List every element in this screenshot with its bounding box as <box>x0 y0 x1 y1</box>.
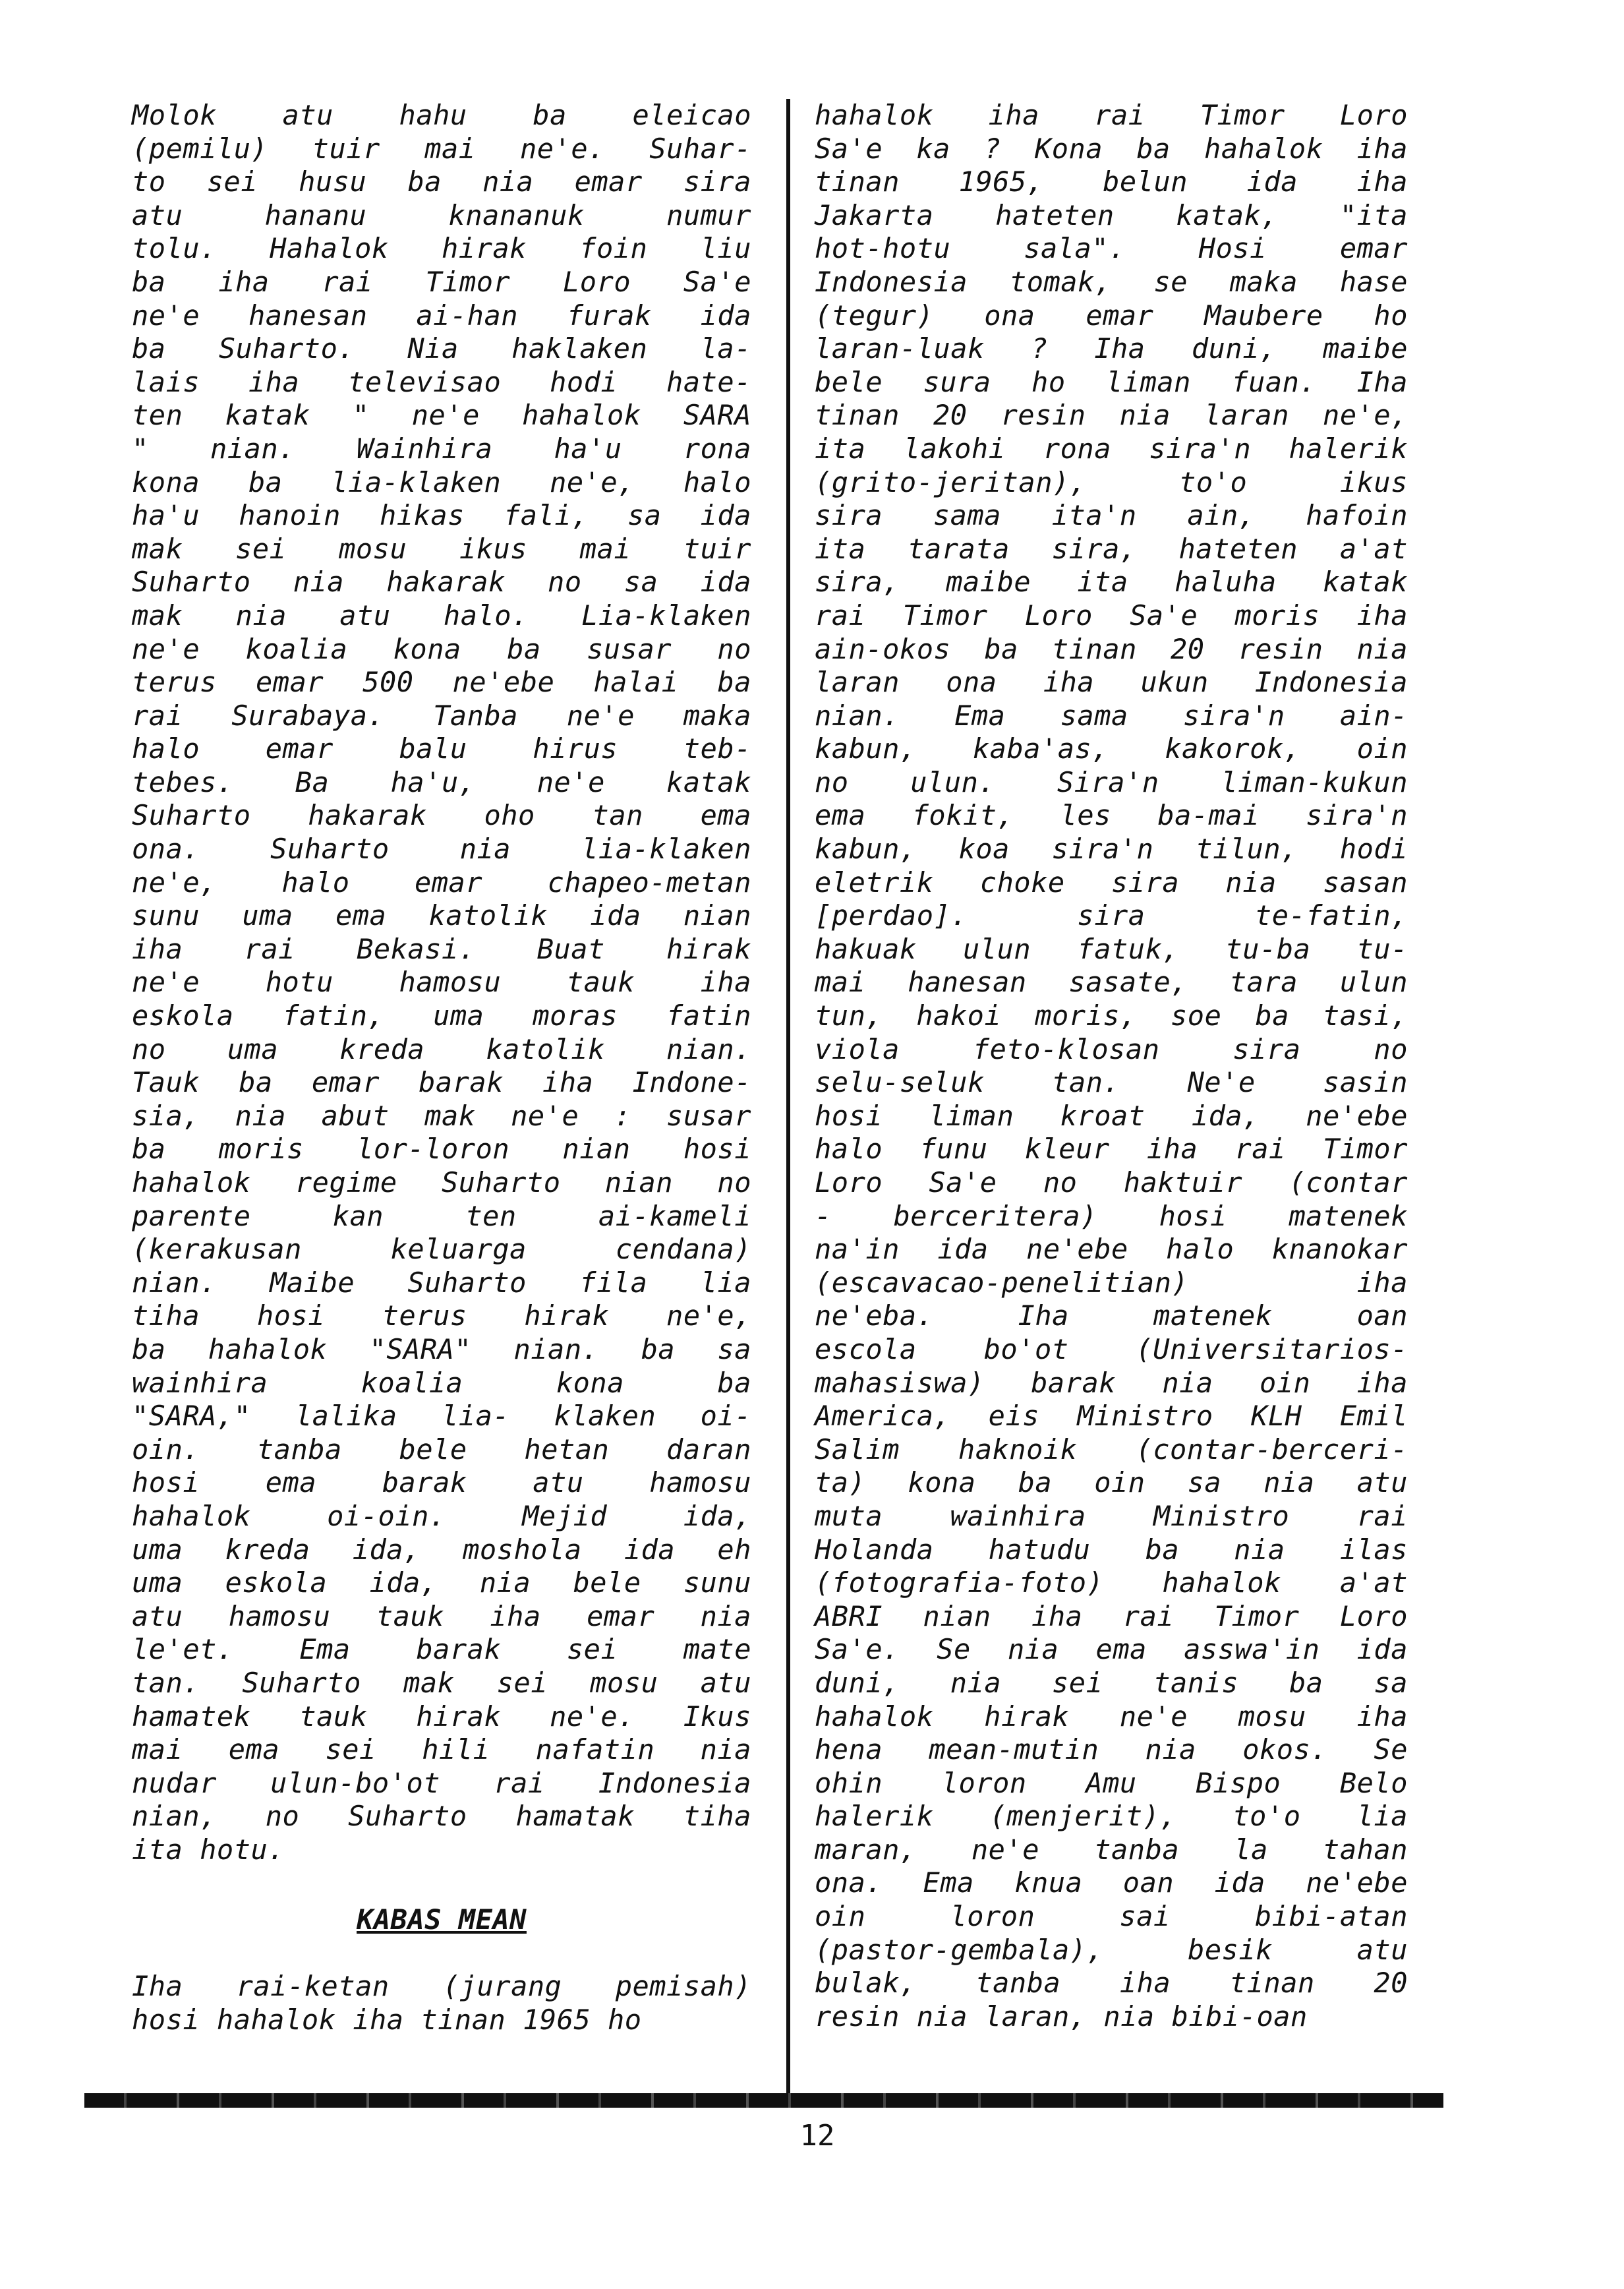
text-line: (grito-jeritan), to'o ikus <box>815 465 1408 498</box>
left-column-text-bottom <box>132 1970 751 2036</box>
text-line: ita lakohi rona sira'n halerik <box>815 432 1408 465</box>
text-line: lais iha televisao hodi hate- <box>132 365 751 398</box>
text-line: ba hahalok "SARA" nian. ba sa <box>132 1332 751 1365</box>
text-line: Sa'e ka ? Kona ba hahalok iha <box>815 132 1408 165</box>
text-line: [perdao]. sira te-fatin, <box>815 899 1408 932</box>
text-line: halerik (menjerit), to'o lia <box>815 1800 1408 1833</box>
text-line: mak nia atu halo. Lia-klaken <box>132 599 751 632</box>
text-line: ne'e koalia kona ba susar no <box>132 632 751 665</box>
text-line: (pemilu) tuir mai ne'e. Suhar- <box>132 132 751 165</box>
text-line: duni, nia sei tanis ba sa <box>815 1666 1408 1699</box>
text-line: hosi hahalok iha tinan 1965 ho <box>132 2003 642 2036</box>
text-line: hamatek tauk hirak ne'e. Ikus <box>132 1700 751 1733</box>
left-column-text <box>132 99 751 1866</box>
text-line: ema fokit, les ba-mai sira'n <box>815 799 1408 832</box>
text-line: viola feto-klosan sira no <box>815 1032 1408 1065</box>
text-line: ten katak " ne'e hahalok SARA <box>132 399 751 432</box>
text-line: Tauk ba emar barak iha Indone- <box>132 1066 751 1099</box>
text-line: tolu. Hahalok hirak foin liu <box>132 232 751 265</box>
text-line: parente kan ten ai-kameli <box>132 1199 751 1232</box>
section-heading: KABAS MEAN <box>357 1903 527 1936</box>
text-line: na'in ida ne'ebe halo knanokar <box>815 1233 1408 1266</box>
text-line: tiha hosi terus hirak ne'e, <box>132 1299 751 1332</box>
text-line: tinan 20 resin nia laran ne'e, <box>815 399 1408 432</box>
text-line: bulak, tanba iha tinan 20 <box>815 1967 1408 2000</box>
text-line: atu hananu knananuk numur <box>132 198 751 231</box>
text-line: sira, maibe ita haluha katak <box>815 566 1408 599</box>
text-line: selu-seluk tan. Ne'e sasin <box>815 1066 1408 1099</box>
text-line: ba iha rai Timor Loro Sa'e <box>132 265 751 298</box>
text-line: rai Timor Loro Sa'e moris iha <box>815 599 1408 632</box>
text-line: nian. Ema sama sira'n ain- <box>815 699 1408 732</box>
text-line: nudar ulun-bo'ot rai Indonesia <box>132 1766 751 1799</box>
text-line: bele sura ho liman fuan. Iha <box>815 365 1408 398</box>
text-line: wainhira koalia kona ba <box>132 1366 751 1399</box>
text-line: eletrik choke sira nia sasan <box>815 866 1408 899</box>
text-line: maran, ne'e tanba la tahan <box>815 1833 1408 1866</box>
text-line: uma eskola ida, nia bele sunu <box>132 1566 751 1599</box>
text-line: hena mean-mutin nia okos. Se <box>815 1733 1408 1766</box>
text-line: ba moris lor-loron nian hosi <box>132 1133 751 1166</box>
right-column <box>815 99 1408 2033</box>
text-line: ne'eba. Iha matenek oan <box>815 1299 1408 1332</box>
text-line: - berceritera) hosi matenek <box>815 1199 1408 1232</box>
text-line: Iha rai-ketan (jurang pemisah) <box>132 1970 751 2003</box>
text-line: (fotografia-foto) hahalok a'at <box>815 1566 1408 1599</box>
page-number: 12 <box>799 2119 835 2153</box>
text-line: Salim haknoik (contar-berceri- <box>815 1433 1408 1466</box>
text-line: muta wainhira Ministro rai <box>815 1499 1408 1532</box>
text-line: ita tarata sira, hateten a'at <box>815 532 1408 565</box>
text-line: laran-luak ? Iha duni, maibe <box>815 332 1408 365</box>
text-line: to sei husu ba nia emar sira <box>132 165 751 198</box>
text-line: Loro Sa'e no haktuir (contar <box>815 1166 1408 1199</box>
text-line: Jakarta hateten katak, "ita <box>815 198 1408 231</box>
text-line: "SARA," lalika lia- klaken oi- <box>132 1400 751 1433</box>
right-column-text <box>815 99 1408 2033</box>
text-line: ohin loron Amu Bispo Belo <box>815 1766 1408 1799</box>
text-line: America, eis Ministro KLH Emil <box>815 1400 1408 1433</box>
text-line: tebes. Ba ha'u, ne'e katak <box>132 765 751 798</box>
text-line: le'et. Ema barak sei mate <box>132 1633 751 1666</box>
text-line: Indonesia tomak, se maka hase <box>815 265 1408 298</box>
text-line: tinan 1965, belun ida iha <box>815 165 1408 198</box>
text-line: hahalok iha rai Timor Loro <box>815 99 1408 131</box>
text-line: iha rai Bekasi. Buat hirak <box>132 932 751 965</box>
text-line: resin nia laran, nia bibi-oan <box>815 2000 1308 2033</box>
text-line: no ulun. Sira'n liman-kukun <box>815 765 1408 798</box>
text-line: mai hanesan sasate, tara ulun <box>815 966 1408 999</box>
text-line: halo funu kleur iha rai Timor <box>815 1133 1408 1166</box>
text-line: escola bo'ot (Universitarios- <box>815 1332 1408 1365</box>
text-line: Molok atu hahu ba eleicao <box>132 99 751 131</box>
text-line: mai ema sei hili nafatin nia <box>132 1733 751 1766</box>
text-line: no uma kreda katolik nian. <box>132 1032 751 1065</box>
text-line: rai Surabaya. Tanba ne'e maka <box>132 699 751 732</box>
text-line: sia, nia abut mak ne'e : susar <box>132 1099 751 1132</box>
text-line: ne'e hotu hamosu tauk iha <box>132 966 751 999</box>
text-line: eskola fatin, uma moras fatin <box>132 999 751 1032</box>
text-line: laran ona iha ukun Indonesia <box>815 666 1408 699</box>
text-line: ba Suharto. Nia haklaken la- <box>132 332 751 365</box>
text-line: ne'e hanesan ai-han furak ida <box>132 299 751 332</box>
text-line: oin. tanba bele hetan daran <box>132 1433 751 1466</box>
text-line: ta) kona ba oin sa nia atu <box>815 1466 1408 1499</box>
column-divider <box>786 99 790 2093</box>
text-line: (escavacao-penelitian) iha <box>815 1266 1408 1299</box>
text-line: tun, hakoi moris, soe ba tasi, <box>815 999 1408 1032</box>
text-line: hakuak ulun fatuk, tu-ba tu- <box>815 932 1408 965</box>
text-line: kona ba lia-klaken ne'e, halo <box>132 465 751 498</box>
text-line: ha'u hanoin hikas fali, sa ida <box>132 499 751 532</box>
text-line: ABRI nian iha rai Timor Loro <box>815 1599 1408 1632</box>
text-line: Sa'e. Se nia ema asswa'in ida <box>815 1633 1408 1666</box>
text-line: (kerakusan keluarga cendana) <box>132 1233 751 1266</box>
text-line: sunu uma ema katolik ida nian <box>132 899 751 932</box>
text-line: hosi liman kroat ida, ne'ebe <box>815 1099 1408 1132</box>
text-line: ona. Suharto nia lia-klaken <box>132 833 751 866</box>
text-line: tan. Suharto mak sei mosu atu <box>132 1666 751 1699</box>
text-line: ona. Ema knua oan ida ne'ebe <box>815 1866 1408 1899</box>
text-line: (tegur) ona emar Maubere ho <box>815 299 1408 332</box>
text-line: kabun, kaba'as, kakorok, oin <box>815 732 1408 765</box>
text-line: ain-okos ba tinan 20 resin nia <box>815 632 1408 665</box>
text-line: hahalok hirak ne'e mosu iha <box>815 1700 1408 1733</box>
text-line: nian, no Suharto hamatak tiha <box>132 1800 751 1833</box>
text-line: ita hotu. <box>132 1833 285 1866</box>
text-line: mak sei mosu ikus mai tuir <box>132 532 751 565</box>
text-line: Suharto nia hakarak no sa ida <box>132 566 751 599</box>
text-line: kabun, koa sira'n tilun, hodi <box>815 833 1408 866</box>
text-line: halo emar balu hirus teb- <box>132 732 751 765</box>
text-line: atu hamosu tauk iha emar nia <box>132 1599 751 1632</box>
text-line: mahasiswa) barak nia oin iha <box>815 1366 1408 1399</box>
text-line: hot-hotu sala". Hosi emar <box>815 232 1408 265</box>
text-line: terus emar 500 ne'ebe halai ba <box>132 666 751 699</box>
text-line: uma kreda ida, moshola ida eh <box>132 1533 751 1566</box>
text-line: hahalok oi-oin. Mejid ida, <box>132 1499 751 1532</box>
text-line: " nian. Wainhira ha'u rona <box>132 432 751 465</box>
text-line: oin loron sai bibi-atan <box>815 1900 1408 1933</box>
footer-rule <box>84 2093 1443 2108</box>
text-line: Holanda hatudu ba nia ilas <box>815 1533 1408 1566</box>
text-line: Suharto hakarak oho tan ema <box>132 799 751 832</box>
text-line: hahalok regime Suharto nian no <box>132 1166 751 1199</box>
left-column <box>132 99 751 2036</box>
text-line: sira sama ita'n ain, hafoin <box>815 499 1408 532</box>
text-line: hosi ema barak atu hamosu <box>132 1466 751 1499</box>
text-line: ne'e, halo emar chapeo-metan <box>132 866 751 899</box>
text-line: nian. Maibe Suharto fila lia <box>132 1266 751 1299</box>
text-line: (pastor-gembala), besik atu <box>815 1933 1408 1966</box>
